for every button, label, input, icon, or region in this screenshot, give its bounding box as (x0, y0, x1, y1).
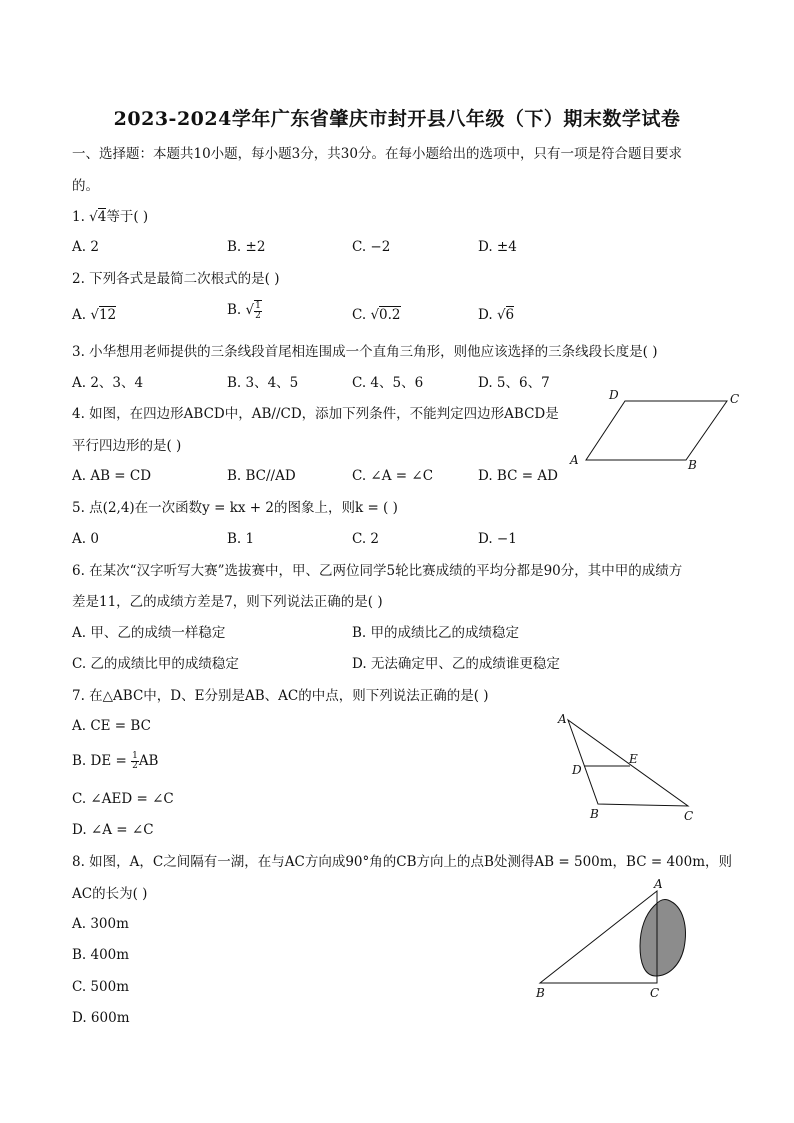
q7-label-b: B (590, 807, 599, 821)
q7-option-b-label: B. DE = (72, 753, 132, 769)
triangle-abc (568, 720, 688, 806)
q8-label-b: B (536, 986, 545, 1000)
right-triangle-abc (540, 891, 657, 983)
q1-prefix: 1. (72, 209, 90, 225)
question-3: 3. 小华想用老师提供的三条线段首尾相连围成一个直角三角形，则他应该选择的三条线段长度是( ) (72, 344, 658, 360)
q6-option-a: A. 甲、乙的成绩一样稳定 (72, 625, 226, 641)
q8-label-a: A (654, 877, 663, 891)
q6-option-d: D. 无法确定甲、乙的成绩谁更稳定 (352, 656, 560, 672)
q2-option-b-fraction (254, 300, 262, 321)
q8-label-c: C (650, 986, 660, 1000)
q1-option-d: D. ±4 (478, 239, 517, 255)
q4-option-b: B. BC//AD (227, 468, 296, 484)
question-6-line1: 6. 在某次“汉字听写大赛”选拔赛中，甲、乙两位同学5轮比赛成绩的平均分都是90分，其中甲的成绩方 (72, 563, 683, 579)
question-5: 5. 点(2,4)在一次函数y = kx + 2的图象上，则k = ( ) (72, 500, 398, 516)
q6-option-c: C. 乙的成绩比甲的成绩稳定 (72, 656, 239, 672)
q1-option-a: A. 2 (72, 239, 99, 255)
q3-option-a: A. 2、3、4 (72, 375, 144, 391)
q2-option-a-label: A. (72, 307, 91, 323)
q7-option-b-denominator: 2 (132, 761, 138, 771)
q5-option-b: B. 1 (227, 531, 255, 547)
q2-option-b-numerator: 1 (255, 301, 261, 311)
q7-triangle-figure (550, 708, 710, 824)
q5-option-d: D. −1 (478, 531, 517, 547)
question-7: 7. 在△ABC中，D、E分别是AB、AC的中点，则下列说法正确的是( ) (72, 688, 489, 704)
q4-parallelogram-figure (560, 385, 750, 475)
q7-option-b (72, 752, 158, 771)
q1-suffix: 等于( ) (106, 209, 149, 225)
q7-label-d: D (572, 763, 582, 777)
section-heading-line2: 的。 (72, 178, 99, 194)
q2-option-b-denominator: 2 (255, 311, 261, 321)
q5-option-c: C. 2 (352, 531, 380, 547)
parallelogram-shape (586, 401, 727, 460)
question-2: 2. 下列各式是最简二次根式的是( ) (72, 271, 280, 287)
q4-option-c: C. ∠A = ∠C (352, 468, 434, 484)
q7-label-a: A (558, 712, 567, 726)
q8-lake-figure (528, 876, 708, 1002)
lake-shape (640, 899, 685, 976)
q5-option-a: A. 0 (72, 531, 99, 547)
q8-option-a: A. 300m (72, 916, 129, 932)
q3-option-d: D. 5、6、7 (478, 375, 550, 391)
q1-radical: √4 (89, 209, 107, 225)
q7-option-d: D. ∠A = ∠C (72, 822, 154, 838)
q1-option-b: B. ±2 (227, 239, 266, 255)
q4-label-d: D (609, 388, 619, 402)
q2-option-d-label: D. (478, 307, 497, 323)
question-4-line1: 4. 如图，在四边形ABCD中，AB//CD，添加下列条件，不能判定四边形ABCD是 (72, 406, 559, 422)
q8-option-b: B. 400m (72, 947, 130, 963)
question-1 (72, 208, 148, 226)
q2-option-c: C. √0.2 (352, 307, 401, 323)
q4-option-d: D. BC = AD (478, 468, 558, 484)
q4-label-a: A (570, 453, 579, 467)
q2-option-a-radicand: 12 (98, 307, 117, 323)
q2-option-b: B. √ $\frac{1}{2}$ (227, 301, 261, 321)
q2-option-a: A. √12 (72, 307, 117, 323)
question-4-line2: 平行四边形的是( ) (72, 438, 182, 454)
q7-label-e: E (629, 752, 638, 766)
exam-title: 2023-2024学年广东省肇庆市封开县八年级（下）期末数学试卷 (113, 108, 681, 130)
question-8-line2: AC的长为( ) (72, 886, 148, 902)
q1-radicand: 4 (97, 209, 107, 225)
q2-option-b-label: B. (227, 302, 246, 318)
q4-label-c: C (730, 392, 740, 406)
q2-option-c-label: C. (352, 307, 371, 323)
section-heading-line1: 一、选择题：本题共10小题，每小题3分，共30分。在每小题给出的选项中，只有一项是符合题目要求 (72, 146, 682, 162)
q4-option-a: A. AB = CD (72, 468, 152, 484)
q1-option-c: C. −2 (352, 239, 391, 255)
q7-label-c: C (684, 809, 694, 823)
q2-option-c-radicand: 0.2 (379, 307, 401, 323)
question-6-line2: 差是11，乙的成绩方差是7，则下列说法正确的是( ) (72, 594, 383, 610)
q3-option-c: C. 4、5、6 (352, 375, 424, 391)
q7-option-b-numerator: 1 (132, 751, 138, 761)
q7-option-b-fraction (131, 752, 139, 771)
q8-option-c: C. 500m (72, 979, 129, 995)
q3-option-b: B. 3、4、5 (227, 375, 299, 391)
q2-option-d: D. √6 (478, 307, 515, 323)
q7-option-a: A. CE = BC (72, 718, 151, 734)
q7-option-c: C. ∠AED = ∠C (72, 791, 174, 807)
q8-option-d: D. 600m (72, 1010, 130, 1026)
q6-option-b: B. 甲的成绩比乙的成绩稳定 (352, 625, 520, 641)
question-8-line1: 8. 如图，A，C之间隔有一湖，在与AC方向成90°角的CB方向上的点B处测得AB = 500m，BC = 400m，则 (72, 854, 733, 870)
q7-option-b-tail: AB (138, 753, 159, 769)
q4-label-b: B (688, 458, 697, 472)
q2-option-d-radicand: 6 (505, 307, 515, 323)
